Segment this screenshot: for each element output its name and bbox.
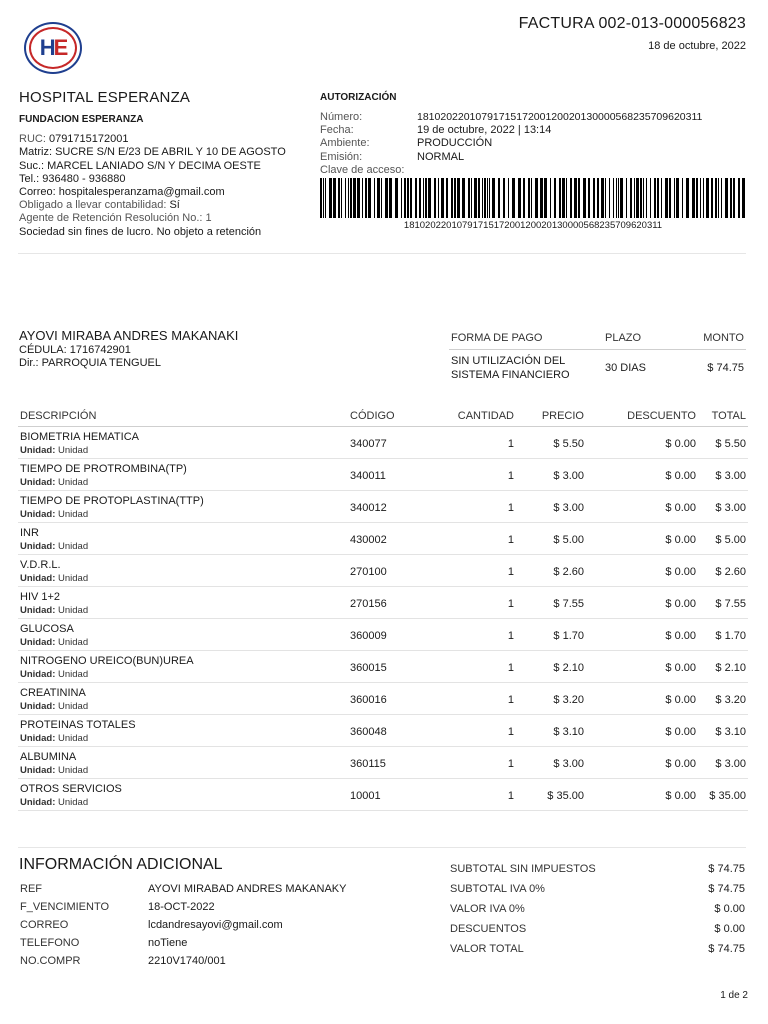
item-name: PROTEINAS TOTALES — [20, 719, 136, 731]
barcode-bar — [696, 178, 698, 218]
barcode-bar — [733, 178, 735, 218]
barcode-bar — [654, 178, 656, 218]
info-value: 2210V1740/001 — [148, 955, 226, 967]
payment-plazo: 30 DIAS — [605, 362, 646, 374]
table-row — [18, 523, 748, 555]
item-code: 10001 — [348, 779, 418, 811]
barcode-bar — [613, 178, 614, 218]
item-price: $ 1.70 — [516, 619, 586, 651]
barcode-bar — [385, 178, 388, 218]
item-description — [18, 491, 348, 523]
item-total: $ 2.10 — [698, 651, 748, 683]
totals-value: $ 74.75 — [708, 883, 745, 895]
barcode-bar — [492, 178, 495, 218]
item-unit: Unidad: Unidad — [20, 701, 89, 712]
payment-table — [449, 328, 746, 386]
item-total: $ 3.00 — [698, 459, 748, 491]
barcode-bar — [487, 178, 488, 218]
col-codigo: CÓDIGO — [348, 408, 418, 427]
barcode-bar — [715, 178, 717, 218]
barcode-bar — [512, 178, 515, 218]
item-code: 360048 — [348, 715, 418, 747]
item-total: $ 5.50 — [698, 427, 748, 459]
item-total: $ 35.00 — [698, 779, 748, 811]
totals-label: VALOR TOTAL — [450, 943, 524, 955]
totals-value: $ 74.75 — [708, 863, 745, 875]
item-code: 270156 — [348, 587, 418, 619]
info-key: NO.COMPR — [20, 955, 81, 967]
totals-row — [449, 899, 746, 919]
item-qty: 1 — [418, 747, 516, 779]
item-price: $ 2.60 — [516, 555, 586, 587]
issuer-telefono: Tel.: 936480 - 936880 — [19, 172, 126, 185]
totals-value: $ 0.00 — [714, 923, 745, 935]
auth-clave: Clave de acceso: — [320, 163, 405, 176]
item-total: $ 3.20 — [698, 683, 748, 715]
totals-label: SUBTOTAL SIN IMPUESTOS — [450, 863, 596, 875]
barcode-bar — [674, 178, 675, 218]
table-row — [18, 619, 748, 651]
barcode-bar — [703, 178, 704, 218]
col-descuento: DESCUENTO — [586, 408, 698, 427]
issuer-sucursal: Suc.: MARCEL LANIADO S/N Y DECIMA OESTE — [19, 159, 261, 172]
item-discount: $ 0.00 — [586, 683, 698, 715]
item-total: $ 1.70 — [698, 619, 748, 651]
barcode-bar — [730, 178, 732, 218]
item-qty: 1 — [418, 779, 516, 811]
info-value: noTiene — [148, 937, 188, 949]
auth-fecha: Fecha: 19 de octubre, 2022 | 13:14 — [320, 124, 552, 137]
item-description — [18, 651, 348, 683]
totals-value: $ 74.75 — [708, 943, 745, 955]
barcode-bar — [368, 178, 371, 218]
payment-row — [449, 350, 746, 387]
items-body — [18, 427, 748, 811]
barcode-bar — [682, 178, 683, 218]
item-qty: 1 — [418, 651, 516, 683]
customer-cedula: CÉDULA: 1716742901 — [19, 344, 131, 356]
barcode-bar — [518, 178, 521, 218]
barcode-bar — [345, 178, 346, 218]
barcode-bar — [415, 178, 417, 218]
item-description — [18, 555, 348, 587]
auth-emision: Emisión: NORMAL — [320, 150, 465, 163]
item-description — [18, 747, 348, 779]
col-descripcion: DESCRIPCIÓN — [18, 408, 348, 427]
barcode-bar — [646, 178, 647, 218]
item-qty: 1 — [418, 715, 516, 747]
table-row — [18, 779, 748, 811]
item-code: 340012 — [348, 491, 418, 523]
totals-row — [449, 859, 746, 879]
totals-table — [449, 859, 746, 959]
barcode-bar — [562, 178, 565, 218]
item-qty: 1 — [418, 619, 516, 651]
info-row — [18, 898, 346, 916]
item-qty: 1 — [418, 427, 516, 459]
barcode-bar — [353, 178, 356, 218]
barcode-bar — [338, 178, 340, 218]
item-total: $ 3.10 — [698, 715, 748, 747]
issuer-name: HOSPITAL ESPERANZA — [19, 89, 191, 106]
info-key: TELEFONO — [20, 937, 80, 949]
barcode-bar — [404, 178, 406, 218]
barcode-bar — [605, 178, 606, 218]
barcode-bar — [434, 178, 436, 218]
barcode-bar — [320, 178, 322, 218]
item-total: $ 7.55 — [698, 587, 748, 619]
barcode-bar — [482, 178, 483, 218]
additional-info-table — [18, 880, 346, 970]
item-qty: 1 — [418, 459, 516, 491]
barcode-bar — [630, 178, 632, 218]
item-name: HIV 1+2 — [20, 591, 61, 603]
item-discount: $ 0.00 — [586, 491, 698, 523]
barcode-bar — [531, 178, 532, 218]
barcode-bar — [365, 178, 367, 218]
issuer-contabilidad: Obligado a llevar contabilidad: Sí — [19, 199, 180, 212]
barcode-bar — [686, 178, 689, 218]
info-value: 18-OCT-2022 — [148, 901, 215, 913]
payment-header-monto: MONTO — [687, 328, 746, 350]
item-code: 360016 — [348, 683, 418, 715]
barcode-bar — [706, 178, 709, 218]
issuer-correo: Correo: hospitalesperanzama@gmail.com — [19, 186, 225, 199]
barcode-bar — [498, 178, 500, 218]
barcode-bar — [566, 178, 567, 218]
barcode-bar — [742, 178, 745, 218]
item-price: $ 35.00 — [516, 779, 586, 811]
barcode-bar — [601, 178, 604, 218]
barcode-bar — [407, 178, 409, 218]
info-row — [18, 934, 346, 952]
item-unit: Unidad: Unidad — [20, 509, 89, 520]
item-price: $ 3.20 — [516, 683, 586, 715]
info-row — [18, 916, 346, 934]
item-description — [18, 619, 348, 651]
payment-forma: SIN UTILIZACIÓN DEL SISTEMA FINANCIERO — [451, 355, 570, 381]
barcode-bar — [333, 178, 336, 218]
col-precio: PRECIO — [516, 408, 586, 427]
barcode-bar — [692, 178, 695, 218]
barcode-bar — [484, 178, 486, 218]
barcode-bar — [478, 178, 480, 218]
customer-name: AYOVI MIRABA ANDRES MAKANAKI — [19, 328, 239, 343]
barcode-bar — [438, 178, 439, 218]
item-code: 360009 — [348, 619, 418, 651]
item-price: $ 5.50 — [516, 427, 586, 459]
item-description — [18, 459, 348, 491]
hospital-logo — [24, 22, 82, 74]
barcode-bar — [341, 178, 342, 218]
item-name: ALBUMINA — [20, 751, 77, 763]
col-total: TOTAL — [698, 408, 748, 427]
info-value: lcdandresayovi@gmail.com — [148, 919, 283, 931]
item-total: $ 3.00 — [698, 491, 748, 523]
table-row — [18, 715, 748, 747]
barcode-bar — [544, 178, 547, 218]
issuer-sociedad: Sociedad sin fines de lucro. No objeto a retención — [19, 225, 262, 238]
issuer-matriz: Matriz: SUCRE S/N E/23 DE ABRIL Y 10 DE AGOSTO — [19, 146, 286, 159]
barcode-bar — [381, 178, 382, 218]
item-code: 340077 — [348, 427, 418, 459]
col-cantidad: CANTIDAD — [418, 408, 516, 427]
barcode-bar — [554, 178, 556, 218]
item-name: TIEMPO DE PROTROMBINA(TP) — [20, 463, 187, 475]
barcode-bar — [574, 178, 577, 218]
payment-monto: $ 74.75 — [707, 362, 744, 374]
info-row — [18, 880, 346, 898]
info-key: CORREO — [20, 919, 69, 931]
payment-header-plazo: PLAZO — [603, 328, 687, 350]
additional-heading: INFORMACIÓN ADICIONAL — [19, 856, 223, 873]
authorization-details — [320, 111, 750, 177]
info-value: AYOVI MIRABAD ANDRES MAKANAKY — [148, 883, 347, 895]
item-qty: 1 — [418, 491, 516, 523]
barcode-bar — [738, 178, 740, 218]
item-price: $ 7.55 — [516, 587, 586, 619]
item-name: NITROGENO UREICO(BUN)UREA — [20, 655, 194, 667]
totals-label: SUBTOTAL IVA 0% — [450, 883, 545, 895]
issuer-details — [19, 113, 286, 239]
item-description — [18, 587, 348, 619]
item-discount: $ 0.00 — [586, 779, 698, 811]
item-qty: 1 — [418, 683, 516, 715]
barcode-bar — [636, 178, 639, 218]
barcode-bar — [620, 178, 623, 218]
barcode-bar — [508, 178, 509, 218]
barcode-bar — [634, 178, 635, 218]
barcode-bar — [650, 178, 651, 218]
item-discount: $ 0.00 — [586, 619, 698, 651]
totals-label: DESCUENTOS — [450, 923, 527, 935]
item-code: 270100 — [348, 555, 418, 587]
item-code: 430002 — [348, 523, 418, 555]
barcode-bar — [389, 178, 392, 218]
barcode-bar — [468, 178, 470, 218]
item-unit: Unidad: Unidad — [20, 541, 89, 552]
barcode-bar — [425, 178, 427, 218]
barcode — [320, 178, 746, 218]
barcode-bar — [665, 178, 668, 218]
barcode-bar — [583, 178, 586, 218]
barcode-bar — [471, 178, 472, 218]
issuer-legal-name: FUNDACION ESPERANZA — [19, 114, 144, 125]
item-discount: $ 0.00 — [586, 747, 698, 779]
item-unit: Unidad: Unidad — [20, 477, 89, 488]
items-table — [18, 408, 748, 811]
barcode-bar — [626, 178, 627, 218]
barcode-bar — [643, 178, 644, 218]
item-qty: 1 — [418, 523, 516, 555]
table-row — [18, 683, 748, 715]
item-qty: 1 — [418, 555, 516, 587]
table-row — [18, 747, 748, 779]
item-name: CREATININA — [20, 687, 86, 699]
item-price: $ 3.00 — [516, 459, 586, 491]
item-total: $ 5.00 — [698, 523, 748, 555]
barcode-bar — [540, 178, 543, 218]
issuer-agente: Agente de Retención Resolución No.: 1 — [19, 212, 212, 225]
payment-header-row — [449, 328, 746, 350]
item-discount: $ 0.00 — [586, 459, 698, 491]
barcode-bar — [474, 178, 477, 218]
items-header-row — [18, 408, 748, 427]
barcode-bar — [676, 178, 679, 218]
barcode-bar — [410, 178, 412, 218]
barcode-bar — [559, 178, 561, 218]
table-row — [18, 555, 748, 587]
item-code: 340011 — [348, 459, 418, 491]
totals-row — [449, 919, 746, 939]
barcode-bar — [503, 178, 505, 218]
item-name: TIEMPO DE PROTOPLASTINA(TTP) — [20, 495, 204, 507]
info-key: F_VENCIMIENTO — [20, 901, 110, 913]
barcode-bar — [609, 178, 610, 218]
barcode-bar — [441, 178, 444, 218]
item-total: $ 3.00 — [698, 747, 748, 779]
item-unit: Unidad: Unidad — [20, 637, 89, 648]
totals-label: VALOR IVA 0% — [450, 903, 525, 915]
barcode-bar — [323, 178, 324, 218]
authorization-heading: AUTORIZACIÓN — [320, 92, 397, 103]
item-discount: $ 0.00 — [586, 523, 698, 555]
item-total: $ 2.60 — [698, 555, 748, 587]
info-row — [18, 952, 346, 970]
item-description — [18, 683, 348, 715]
auth-ambiente: Ambiente: PRODUCCIÓN — [320, 137, 493, 150]
barcode-bar — [395, 178, 398, 218]
item-price: $ 3.00 — [516, 491, 586, 523]
invoice-title: FACTURA 002-013-000056823 — [518, 15, 746, 32]
barcode-bar — [700, 178, 701, 218]
item-description — [18, 427, 348, 459]
item-price: $ 3.00 — [516, 747, 586, 779]
barcode-bar — [329, 178, 332, 218]
barcode-bar — [357, 178, 360, 218]
logo-mark: HE — [39, 35, 67, 60]
issuer-ruc: RUC: 0791715172001 — [19, 133, 129, 146]
item-name: INR — [20, 527, 39, 539]
item-discount: $ 0.00 — [586, 427, 698, 459]
item-description — [18, 523, 348, 555]
barcode-bar — [457, 178, 460, 218]
barcode-bar — [616, 178, 617, 218]
item-unit: Unidad: Unidad — [20, 797, 89, 808]
barcode-bar — [428, 178, 431, 218]
item-price: $ 3.10 — [516, 715, 586, 747]
auth-numero: Número: 1810202201079171517200120020130000568235709620311 — [320, 111, 703, 123]
item-unit: Unidad: Unidad — [20, 733, 89, 744]
barcode-bar — [350, 178, 352, 218]
barcode-bar — [661, 178, 662, 218]
barcode-bar — [362, 178, 363, 218]
item-price: $ 5.00 — [516, 523, 586, 555]
item-unit: Unidad: Unidad — [20, 573, 89, 584]
barcode-bar — [640, 178, 642, 218]
item-unit: Unidad: Unidad — [20, 445, 89, 456]
barcode-bar — [374, 178, 375, 218]
item-qty: 1 — [418, 587, 516, 619]
item-name: OTROS SERVICIOS — [20, 783, 122, 795]
barcode-bar — [423, 178, 424, 218]
item-name: BIOMETRIA HEMATICA — [20, 431, 139, 443]
customer-address: Dir.: PARROQUIA TENGUEL — [19, 357, 162, 369]
barcode-bar — [325, 178, 326, 218]
payment-header-forma: FORMA DE PAGO — [449, 328, 603, 350]
barcode-bar — [593, 178, 595, 218]
item-description — [18, 779, 348, 811]
barcode-bar — [419, 178, 421, 218]
item-code: 360015 — [348, 651, 418, 683]
barcode-bar — [669, 178, 671, 218]
item-description — [18, 715, 348, 747]
barcode-bar — [446, 178, 448, 218]
barcode-bar — [454, 178, 456, 218]
item-name: V.D.R.L. — [20, 559, 61, 571]
items-divider — [18, 847, 746, 848]
barcode-bar — [711, 178, 713, 218]
barcode-bar — [550, 178, 551, 218]
barcode-bar — [489, 178, 490, 218]
barcode-bar — [721, 178, 722, 218]
barcode-bar — [535, 178, 538, 218]
item-discount: $ 0.00 — [586, 715, 698, 747]
item-unit: Unidad: Unidad — [20, 669, 89, 680]
barcode-bar — [462, 178, 465, 218]
barcode-bar — [377, 178, 380, 218]
item-price: $ 2.10 — [516, 651, 586, 683]
barcode-bar — [725, 178, 728, 218]
table-row — [18, 651, 748, 683]
totals-row — [449, 939, 746, 959]
table-row — [18, 427, 748, 459]
table-row — [18, 491, 748, 523]
header-divider — [18, 253, 746, 254]
barcode-bar — [401, 178, 402, 218]
item-name: GLUCOSA — [20, 623, 74, 635]
info-key: REF — [20, 883, 42, 895]
barcode-bar — [618, 178, 619, 218]
item-unit: Unidad: Unidad — [20, 765, 89, 776]
totals-value: $ 0.00 — [714, 903, 745, 915]
barcode-text: 1810202201079171517200120020130000568235709620311 — [403, 220, 663, 231]
barcode-bar — [570, 178, 572, 218]
item-unit: Unidad: Unidad — [20, 605, 89, 616]
barcode-bar — [451, 178, 453, 218]
barcode-bar — [718, 178, 719, 218]
page-number: 1 de 2 — [720, 990, 748, 1001]
totals-row — [449, 879, 746, 899]
table-row — [18, 459, 748, 491]
table-row — [18, 587, 748, 619]
barcode-bar — [528, 178, 530, 218]
item-code: 360115 — [348, 747, 418, 779]
barcode-bar — [657, 178, 659, 218]
barcode-bar — [348, 178, 349, 218]
item-discount: $ 0.00 — [586, 587, 698, 619]
item-discount: $ 0.00 — [586, 651, 698, 683]
item-discount: $ 0.00 — [586, 555, 698, 587]
invoice-date: 18 de octubre, 2022 — [648, 40, 746, 52]
barcode-bar — [597, 178, 599, 218]
barcode-bar — [588, 178, 590, 218]
barcode-bar — [578, 178, 580, 218]
barcode-bar — [523, 178, 525, 218]
